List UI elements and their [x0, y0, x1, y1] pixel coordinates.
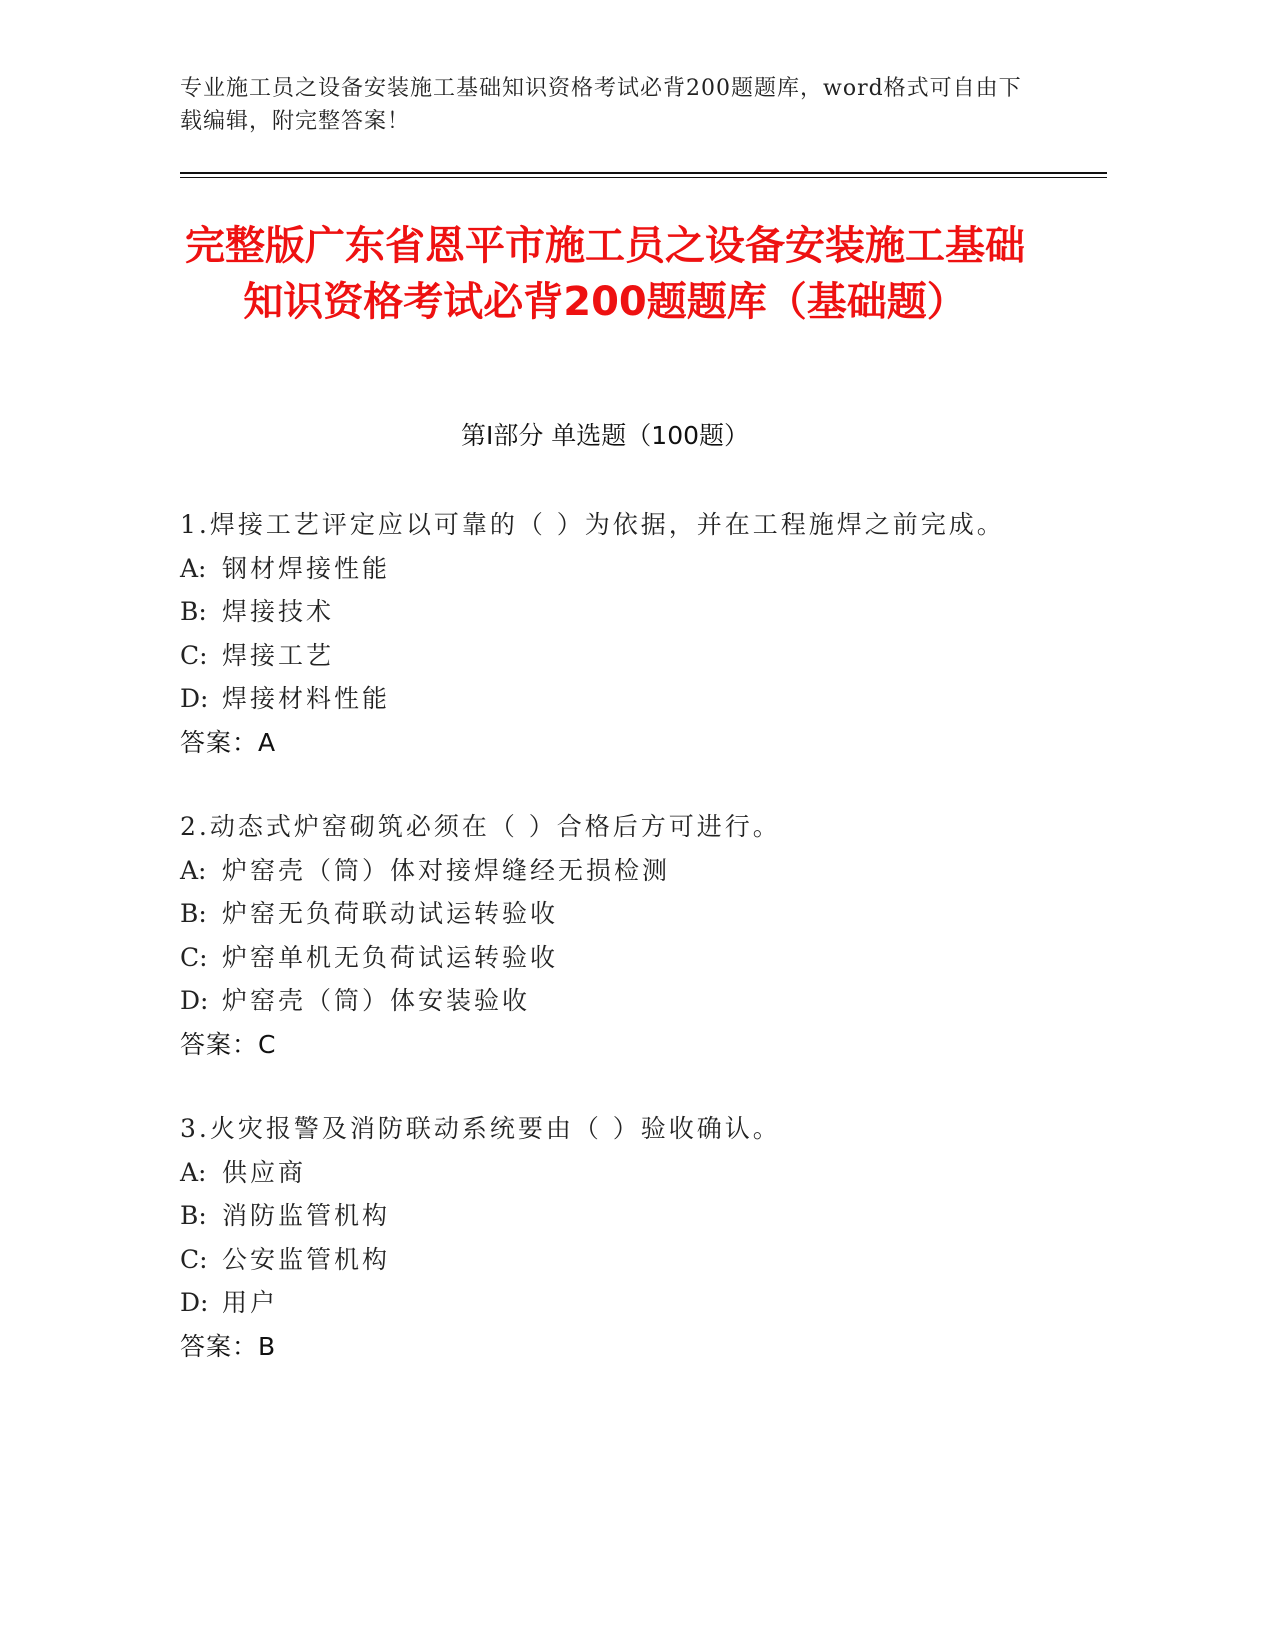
- option-letter: C:: [180, 942, 208, 972]
- option-letter: D:: [180, 986, 209, 1015]
- option-d: [180, 1281, 1080, 1325]
- question-stem: 3.火灾报警及消防联动系统要由（ ）验收确认。: [180, 1114, 781, 1143]
- option-text: 公安监管机构: [222, 1244, 391, 1274]
- option-letter: B:: [180, 899, 207, 928]
- option-text: 供应商: [222, 1157, 307, 1187]
- header-note: 专业施工员之设备安装施工基础知识资格考试必背200题题库，word格式可自由下载编辑，附完整答案！: [180, 76, 1022, 134]
- question-item: [180, 503, 1080, 764]
- option-letter: D:: [180, 684, 209, 713]
- option-a: [180, 547, 1080, 591]
- option-letter: A:: [180, 1157, 207, 1187]
- option-letter: B:: [180, 597, 207, 626]
- section-title: 第Ⅰ部分 单选题（100题）: [460, 421, 750, 450]
- question-item: [180, 805, 1080, 1066]
- option-text: 焊接工艺: [222, 640, 335, 670]
- option-text: 消防监管机构: [222, 1201, 391, 1230]
- option-c: [180, 936, 1080, 980]
- option-text: 炉窑壳（筒）体对接焊缝经无损检测: [222, 855, 671, 885]
- option-a: [180, 849, 1080, 893]
- option-letter: C:: [180, 640, 208, 670]
- option-text: 用户: [222, 1288, 279, 1317]
- option-text: 焊接技术: [222, 597, 335, 626]
- question-stem: 1.焊接工艺评定应以可靠的（ ）为依据，并在工程施焊之前完成。: [180, 510, 1005, 539]
- answer-line: 答案：C: [180, 1029, 277, 1059]
- option-letter: B:: [180, 1201, 207, 1230]
- option-letter: A:: [180, 855, 207, 885]
- document-title: 完整版广东省恩平市施工员之设备安装施工基础知识资格考试必背200题题库（基础题）: [185, 223, 1025, 325]
- header-divider-thick: [180, 172, 1107, 174]
- option-c: [180, 634, 1080, 678]
- answer-line: 答案：A: [180, 727, 277, 757]
- option-letter: A:: [180, 553, 207, 583]
- option-text: 炉窑壳（筒）体安装验收: [222, 986, 531, 1015]
- option-b: [180, 892, 1080, 936]
- option-a: [180, 1151, 1080, 1195]
- option-b: [180, 590, 1080, 634]
- option-text: 焊接材料性能: [222, 684, 391, 713]
- question-item: [180, 1107, 1080, 1368]
- option-d: [180, 979, 1080, 1023]
- option-text: 钢材焊接性能: [222, 553, 391, 583]
- option-text: 炉窑单机无负荷试运转验收: [222, 942, 559, 972]
- option-b: [180, 1194, 1080, 1238]
- answer-line: 答案：B: [180, 1331, 277, 1361]
- option-letter: C:: [180, 1244, 208, 1274]
- option-letter: D:: [180, 1288, 209, 1317]
- option-text: 炉窑无负荷联动试运转验收: [222, 899, 559, 928]
- header-divider-thin: [180, 177, 1107, 178]
- question-stem: 2.动态式炉窑砌筑必须在（ ）合格后方可进行。: [180, 812, 781, 841]
- question-list: [180, 503, 1080, 1409]
- option-d: [180, 677, 1080, 721]
- option-c: [180, 1238, 1080, 1282]
